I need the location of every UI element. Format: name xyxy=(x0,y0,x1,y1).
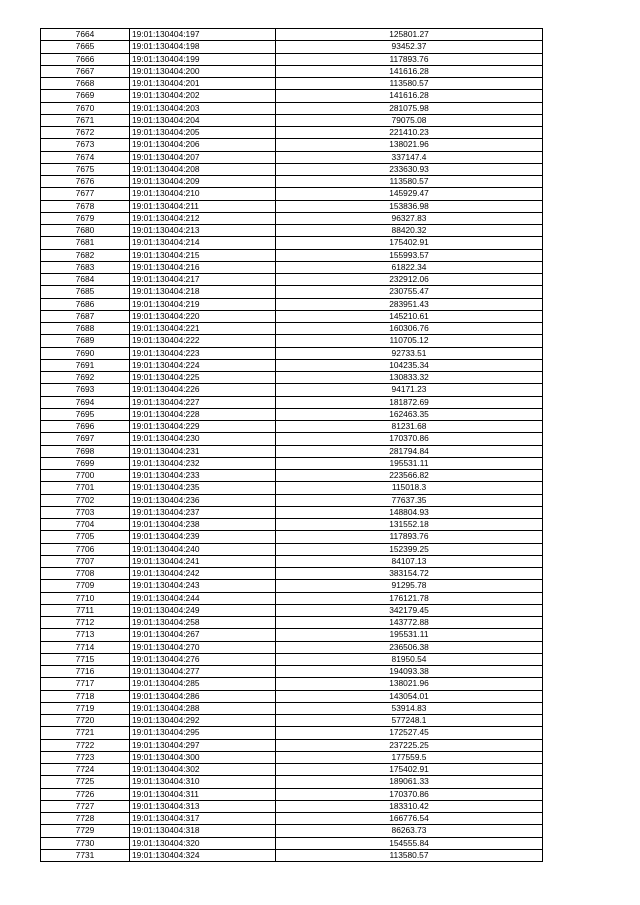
value-cell: 281075.98 xyxy=(276,102,543,114)
value-cell: 170370.86 xyxy=(276,433,543,445)
value-cell: 195531.11 xyxy=(276,629,543,641)
value-cell: 383154.72 xyxy=(276,568,543,580)
cadastral-number-cell: 19:01:130404:228 xyxy=(130,408,276,420)
row-number-cell: 7676 xyxy=(41,176,130,188)
table-row xyxy=(41,335,543,347)
value-cell: 148804.93 xyxy=(276,506,543,518)
value-cell: 77637.35 xyxy=(276,494,543,506)
cadastral-number-cell: 19:01:130404:320 xyxy=(130,837,276,849)
value-cell: 153836.98 xyxy=(276,200,543,212)
table-row xyxy=(41,188,543,200)
cadastral-number-cell: 19:01:130404:288 xyxy=(130,702,276,714)
table-row xyxy=(41,580,543,592)
cadastral-number-cell: 19:01:130404:242 xyxy=(130,568,276,580)
cadastral-number-cell: 19:01:130404:244 xyxy=(130,592,276,604)
table-row xyxy=(41,310,543,322)
table-row xyxy=(41,445,543,457)
row-number-cell: 7691 xyxy=(41,359,130,371)
value-cell: 233630.93 xyxy=(276,163,543,175)
table-row xyxy=(41,678,543,690)
cadastral-number-cell: 19:01:130404:239 xyxy=(130,531,276,543)
value-cell: 162463.35 xyxy=(276,408,543,420)
value-cell: 115018.3 xyxy=(276,482,543,494)
row-number-cell: 7700 xyxy=(41,470,130,482)
value-cell: 53914.83 xyxy=(276,702,543,714)
table-row xyxy=(41,212,543,224)
value-cell: 283951.43 xyxy=(276,298,543,310)
table-row xyxy=(41,715,543,727)
value-cell: 181872.69 xyxy=(276,396,543,408)
row-number-cell: 7678 xyxy=(41,200,130,212)
row-number-cell: 7728 xyxy=(41,813,130,825)
row-number-cell: 7692 xyxy=(41,372,130,384)
row-number-cell: 7697 xyxy=(41,433,130,445)
table-row xyxy=(41,666,543,678)
table-row xyxy=(41,200,543,212)
value-cell: 113580.57 xyxy=(276,849,543,861)
cadastral-number-cell: 19:01:130404:224 xyxy=(130,359,276,371)
cadastral-number-cell: 19:01:130404:220 xyxy=(130,310,276,322)
value-cell: 96327.83 xyxy=(276,212,543,224)
cadastral-number-cell: 19:01:130404:240 xyxy=(130,543,276,555)
table-row xyxy=(41,384,543,396)
cadastral-number-cell: 19:01:130404:267 xyxy=(130,629,276,641)
cadastral-number-cell: 19:01:130404:216 xyxy=(130,261,276,273)
row-number-cell: 7731 xyxy=(41,849,130,861)
value-cell: 143772.88 xyxy=(276,617,543,629)
cadastral-number-cell: 19:01:130404:230 xyxy=(130,433,276,445)
cadastral-number-cell: 19:01:130404:210 xyxy=(130,188,276,200)
cadastral-number-cell: 19:01:130404:292 xyxy=(130,715,276,727)
row-number-cell: 7684 xyxy=(41,274,130,286)
table-row xyxy=(41,408,543,420)
value-cell: 93452.37 xyxy=(276,41,543,53)
table-row xyxy=(41,457,543,469)
value-cell: 194093.38 xyxy=(276,666,543,678)
row-number-cell: 7693 xyxy=(41,384,130,396)
row-number-cell: 7703 xyxy=(41,506,130,518)
cadastral-number-cell: 19:01:130404:197 xyxy=(130,29,276,41)
table-row xyxy=(41,764,543,776)
cadastral-number-cell: 19:01:130404:219 xyxy=(130,298,276,310)
table-row xyxy=(41,359,543,371)
cadastral-number-cell: 19:01:130404:317 xyxy=(130,813,276,825)
table-row xyxy=(41,421,543,433)
value-cell: 577248.1 xyxy=(276,715,543,727)
cadastral-number-cell: 19:01:130404:233 xyxy=(130,470,276,482)
table-row xyxy=(41,568,543,580)
cadastral-number-cell: 19:01:130404:214 xyxy=(130,237,276,249)
cadastral-number-cell: 19:01:130404:207 xyxy=(130,151,276,163)
table-row xyxy=(41,29,543,41)
cadastral-number-cell: 19:01:130404:310 xyxy=(130,776,276,788)
cadastral-number-cell: 19:01:130404:212 xyxy=(130,212,276,224)
row-number-cell: 7707 xyxy=(41,555,130,567)
value-cell: 81950.54 xyxy=(276,653,543,665)
row-number-cell: 7711 xyxy=(41,604,130,616)
cadastral-number-cell: 19:01:130404:237 xyxy=(130,506,276,518)
table-row xyxy=(41,176,543,188)
cadastral-number-cell: 19:01:130404:227 xyxy=(130,396,276,408)
table-row xyxy=(41,225,543,237)
row-number-cell: 7683 xyxy=(41,261,130,273)
cadastral-number-cell: 19:01:130404:241 xyxy=(130,555,276,567)
table-row xyxy=(41,298,543,310)
cadastral-number-cell: 19:01:130404:324 xyxy=(130,849,276,861)
cadastral-number-cell: 19:01:130404:218 xyxy=(130,286,276,298)
cadastral-number-cell: 19:01:130404:215 xyxy=(130,249,276,261)
value-cell: 141616.28 xyxy=(276,90,543,102)
value-cell: 94171.23 xyxy=(276,384,543,396)
row-number-cell: 7681 xyxy=(41,237,130,249)
cadastral-number-cell: 19:01:130404:206 xyxy=(130,139,276,151)
row-number-cell: 7701 xyxy=(41,482,130,494)
row-number-cell: 7698 xyxy=(41,445,130,457)
value-cell: 110705.12 xyxy=(276,335,543,347)
value-cell: 81231.68 xyxy=(276,421,543,433)
value-cell: 221410.23 xyxy=(276,127,543,139)
table-row xyxy=(41,41,543,53)
value-cell: 175402.91 xyxy=(276,764,543,776)
row-number-cell: 7677 xyxy=(41,188,130,200)
cadastral-number-cell: 19:01:130404:217 xyxy=(130,274,276,286)
row-number-cell: 7705 xyxy=(41,531,130,543)
table-row xyxy=(41,139,543,151)
row-number-cell: 7695 xyxy=(41,408,130,420)
table-row xyxy=(41,482,543,494)
row-number-cell: 7672 xyxy=(41,127,130,139)
value-cell: 143054.01 xyxy=(276,690,543,702)
cadastral-number-cell: 19:01:130404:297 xyxy=(130,739,276,751)
row-number-cell: 7699 xyxy=(41,457,130,469)
cadastral-number-cell: 19:01:130404:205 xyxy=(130,127,276,139)
row-number-cell: 7706 xyxy=(41,543,130,555)
value-cell: 152399.25 xyxy=(276,543,543,555)
cadastral-number-cell: 19:01:130404:225 xyxy=(130,372,276,384)
table-row xyxy=(41,788,543,800)
table-row xyxy=(41,163,543,175)
cadastral-number-cell: 19:01:130404:318 xyxy=(130,825,276,837)
table-row xyxy=(41,849,543,861)
table-row xyxy=(41,813,543,825)
table-row xyxy=(41,347,543,359)
table-row xyxy=(41,519,543,531)
value-cell: 195531.11 xyxy=(276,457,543,469)
cadastral-number-cell: 19:01:130404:226 xyxy=(130,384,276,396)
row-number-cell: 7680 xyxy=(41,225,130,237)
table-row xyxy=(41,776,543,788)
cadastral-number-cell: 19:01:130404:243 xyxy=(130,580,276,592)
table-row xyxy=(41,604,543,616)
cadastral-number-cell: 19:01:130404:211 xyxy=(130,200,276,212)
value-cell: 166776.54 xyxy=(276,813,543,825)
cadastral-number-cell: 19:01:130404:221 xyxy=(130,323,276,335)
cadastral-number-cell: 19:01:130404:199 xyxy=(130,53,276,65)
value-cell: 177559.5 xyxy=(276,751,543,763)
row-number-cell: 7714 xyxy=(41,641,130,653)
table-row xyxy=(41,555,543,567)
row-number-cell: 7688 xyxy=(41,323,130,335)
value-cell: 281794.84 xyxy=(276,445,543,457)
row-number-cell: 7721 xyxy=(41,727,130,739)
table-row xyxy=(41,506,543,518)
table-row xyxy=(41,470,543,482)
table-row xyxy=(41,641,543,653)
value-cell: 113580.57 xyxy=(276,176,543,188)
value-cell: 79075.08 xyxy=(276,114,543,126)
row-number-cell: 7690 xyxy=(41,347,130,359)
table-row xyxy=(41,151,543,163)
value-cell: 61822.34 xyxy=(276,261,543,273)
value-cell: 183310.42 xyxy=(276,800,543,812)
cadastral-number-cell: 19:01:130404:286 xyxy=(130,690,276,702)
value-cell: 172527.45 xyxy=(276,727,543,739)
table-row xyxy=(41,433,543,445)
row-number-cell: 7720 xyxy=(41,715,130,727)
table-row xyxy=(41,653,543,665)
value-cell: 130833.32 xyxy=(276,372,543,384)
table-row xyxy=(41,825,543,837)
value-cell: 189061.33 xyxy=(276,776,543,788)
row-number-cell: 7719 xyxy=(41,702,130,714)
table-row xyxy=(41,372,543,384)
cadastral-number-cell: 19:01:130404:209 xyxy=(130,176,276,188)
table-row xyxy=(41,690,543,702)
table-row xyxy=(41,396,543,408)
cadastral-number-cell: 19:01:130404:235 xyxy=(130,482,276,494)
cadastral-number-cell: 19:01:130404:232 xyxy=(130,457,276,469)
table-row xyxy=(41,739,543,751)
table-row xyxy=(41,800,543,812)
row-number-cell: 7708 xyxy=(41,568,130,580)
value-cell: 145929.47 xyxy=(276,188,543,200)
cadastral-number-cell: 19:01:130404:213 xyxy=(130,225,276,237)
data-table xyxy=(40,28,543,862)
value-cell: 145210.61 xyxy=(276,310,543,322)
table-row xyxy=(41,274,543,286)
cadastral-number-cell: 19:01:130404:249 xyxy=(130,604,276,616)
row-number-cell: 7682 xyxy=(41,249,130,261)
row-number-cell: 7666 xyxy=(41,53,130,65)
value-cell: 236506.38 xyxy=(276,641,543,653)
table-row xyxy=(41,114,543,126)
value-cell: 131552.18 xyxy=(276,519,543,531)
value-cell: 104235.34 xyxy=(276,359,543,371)
table-row xyxy=(41,617,543,629)
table-row xyxy=(41,102,543,114)
table-row xyxy=(41,837,543,849)
row-number-cell: 7713 xyxy=(41,629,130,641)
value-cell: 88420.32 xyxy=(276,225,543,237)
cadastral-number-cell: 19:01:130404:300 xyxy=(130,751,276,763)
value-cell: 155993.57 xyxy=(276,249,543,261)
row-number-cell: 7668 xyxy=(41,78,130,90)
value-cell: 170370.86 xyxy=(276,788,543,800)
row-number-cell: 7702 xyxy=(41,494,130,506)
value-cell: 91295.78 xyxy=(276,580,543,592)
row-number-cell: 7670 xyxy=(41,102,130,114)
row-number-cell: 7674 xyxy=(41,151,130,163)
row-number-cell: 7679 xyxy=(41,212,130,224)
value-cell: 138021.96 xyxy=(276,139,543,151)
row-number-cell: 7710 xyxy=(41,592,130,604)
cadastral-number-cell: 19:01:130404:231 xyxy=(130,445,276,457)
table-row xyxy=(41,261,543,273)
row-number-cell: 7704 xyxy=(41,519,130,531)
value-cell: 113580.57 xyxy=(276,78,543,90)
table-row xyxy=(41,237,543,249)
row-number-cell: 7709 xyxy=(41,580,130,592)
cadastral-number-cell: 19:01:130404:236 xyxy=(130,494,276,506)
row-number-cell: 7722 xyxy=(41,739,130,751)
cadastral-number-cell: 19:01:130404:198 xyxy=(130,41,276,53)
cadastral-number-cell: 19:01:130404:208 xyxy=(130,163,276,175)
row-number-cell: 7667 xyxy=(41,65,130,77)
value-cell: 342179.45 xyxy=(276,604,543,616)
value-cell: 125801.27 xyxy=(276,29,543,41)
row-number-cell: 7664 xyxy=(41,29,130,41)
table-row xyxy=(41,702,543,714)
row-number-cell: 7689 xyxy=(41,335,130,347)
value-cell: 138021.96 xyxy=(276,678,543,690)
value-cell: 92733.51 xyxy=(276,347,543,359)
value-cell: 141616.28 xyxy=(276,65,543,77)
value-cell: 175402.91 xyxy=(276,237,543,249)
row-number-cell: 7729 xyxy=(41,825,130,837)
row-number-cell: 7671 xyxy=(41,114,130,126)
row-number-cell: 7726 xyxy=(41,788,130,800)
row-number-cell: 7694 xyxy=(41,396,130,408)
row-number-cell: 7724 xyxy=(41,764,130,776)
row-number-cell: 7669 xyxy=(41,90,130,102)
table-row xyxy=(41,323,543,335)
row-number-cell: 7725 xyxy=(41,776,130,788)
table-row xyxy=(41,629,543,641)
value-cell: 223566.82 xyxy=(276,470,543,482)
row-number-cell: 7685 xyxy=(41,286,130,298)
row-number-cell: 7727 xyxy=(41,800,130,812)
cadastral-number-cell: 19:01:130404:238 xyxy=(130,519,276,531)
table-row xyxy=(41,592,543,604)
value-cell: 86263.73 xyxy=(276,825,543,837)
row-number-cell: 7686 xyxy=(41,298,130,310)
cadastral-number-cell: 19:01:130404:277 xyxy=(130,666,276,678)
row-number-cell: 7673 xyxy=(41,139,130,151)
value-cell: 117893.76 xyxy=(276,531,543,543)
cadastral-number-cell: 19:01:130404:204 xyxy=(130,114,276,126)
table-row xyxy=(41,65,543,77)
document-page xyxy=(40,28,542,862)
value-cell: 237225.25 xyxy=(276,739,543,751)
table-row xyxy=(41,751,543,763)
cadastral-number-cell: 19:01:130404:203 xyxy=(130,102,276,114)
row-number-cell: 7712 xyxy=(41,617,130,629)
table-row xyxy=(41,78,543,90)
table-row xyxy=(41,249,543,261)
row-number-cell: 7696 xyxy=(41,421,130,433)
table-row xyxy=(41,531,543,543)
row-number-cell: 7675 xyxy=(41,163,130,175)
row-number-cell: 7730 xyxy=(41,837,130,849)
cadastral-number-cell: 19:01:130404:276 xyxy=(130,653,276,665)
cadastral-number-cell: 19:01:130404:222 xyxy=(130,335,276,347)
value-cell: 117893.76 xyxy=(276,53,543,65)
cadastral-number-cell: 19:01:130404:202 xyxy=(130,90,276,102)
row-number-cell: 7723 xyxy=(41,751,130,763)
cadastral-number-cell: 19:01:130404:201 xyxy=(130,78,276,90)
table-row xyxy=(41,53,543,65)
cadastral-number-cell: 19:01:130404:295 xyxy=(130,727,276,739)
table-row xyxy=(41,90,543,102)
row-number-cell: 7687 xyxy=(41,310,130,322)
row-number-cell: 7715 xyxy=(41,653,130,665)
row-number-cell: 7716 xyxy=(41,666,130,678)
value-cell: 230755.47 xyxy=(276,286,543,298)
cadastral-number-cell: 19:01:130404:313 xyxy=(130,800,276,812)
table-row xyxy=(41,494,543,506)
value-cell: 154555.84 xyxy=(276,837,543,849)
value-cell: 84107.13 xyxy=(276,555,543,567)
cadastral-number-cell: 19:01:130404:258 xyxy=(130,617,276,629)
cadastral-number-cell: 19:01:130404:302 xyxy=(130,764,276,776)
value-cell: 176121.78 xyxy=(276,592,543,604)
table-row xyxy=(41,286,543,298)
cadastral-number-cell: 19:01:130404:200 xyxy=(130,65,276,77)
table-row xyxy=(41,727,543,739)
value-cell: 232912.06 xyxy=(276,274,543,286)
table-row xyxy=(41,543,543,555)
cadastral-number-cell: 19:01:130404:223 xyxy=(130,347,276,359)
cadastral-number-cell: 19:01:130404:229 xyxy=(130,421,276,433)
cadastral-number-cell: 19:01:130404:270 xyxy=(130,641,276,653)
table-row xyxy=(41,127,543,139)
row-number-cell: 7718 xyxy=(41,690,130,702)
value-cell: 160306.76 xyxy=(276,323,543,335)
table-body xyxy=(41,29,543,862)
row-number-cell: 7665 xyxy=(41,41,130,53)
cadastral-number-cell: 19:01:130404:311 xyxy=(130,788,276,800)
cadastral-number-cell: 19:01:130404:285 xyxy=(130,678,276,690)
value-cell: 337147.4 xyxy=(276,151,543,163)
row-number-cell: 7717 xyxy=(41,678,130,690)
